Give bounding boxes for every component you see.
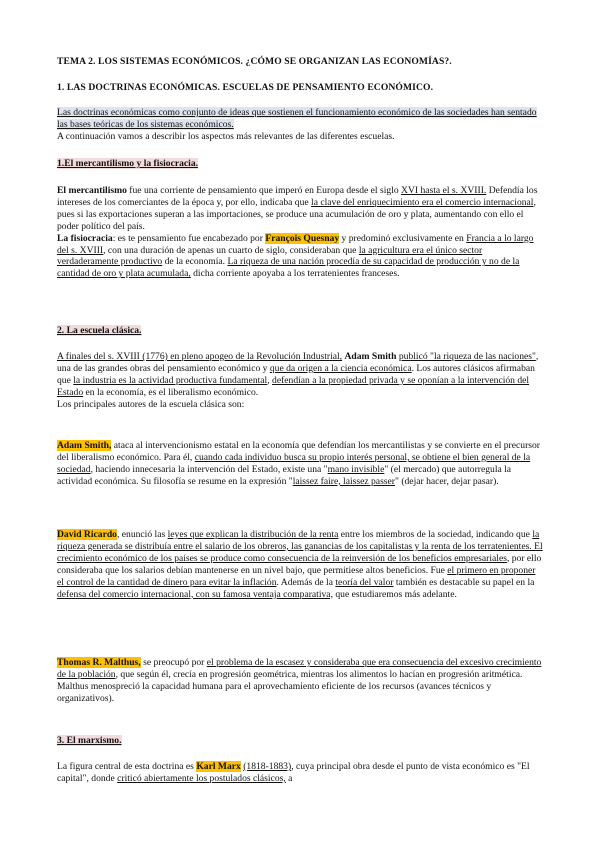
text: , que según él, crecía en progresión geométrica, mientras los alimentos lo hacían en progresión aritmética. Malthus menospreció la capacidad humana para el aprovechamiento eficiente de los recursos (avances técnicos y organizativos). [57, 668, 523, 704]
text: a [285, 772, 293, 784]
underlined-text: el primero en proponer el control de la cantidad de dinero para evitar la inflación [57, 564, 536, 588]
text: . Además de la [276, 576, 336, 588]
underlined-text: que da origen a la ciencia económica [269, 362, 412, 374]
underlined-text: Francia a lo largo del s. XVIII [57, 232, 534, 256]
text: en la economía, es el liberalismo económico. [83, 386, 259, 398]
underlined-text: La riqueza de una nación procedía de su capacidad de producción y no de la cantidad de oro y plata acumulada, [57, 256, 520, 280]
text: y predominó exclusivamente en [339, 232, 467, 244]
text: de la economía. [162, 256, 228, 268]
text: dicha corriente apoyaba a los terratenientes franceses. [190, 268, 400, 280]
text: " (dejar hacer, dejar pasar). [395, 475, 499, 487]
underlined-text: defendían a la propiedad privada y se oponían a la intervención del Estado [57, 374, 530, 398]
underlined-text: la industria es la actividad productiva fundamental [73, 374, 268, 386]
text: , [267, 374, 273, 386]
heading-escuela-clasica [57, 325, 543, 337]
text: Defendía los intereses de los comerciantes de la época y, por ello, indicaba que [57, 185, 538, 208]
text: , enunció las [116, 529, 168, 540]
text: La figura central de esta doctrina es [57, 761, 197, 772]
highlighted-name: Adam Smith, [57, 440, 112, 451]
text: " (el mercado) que autorregula la actividad económica. Su filosofía se resume en la expresión " [57, 463, 512, 487]
text: : es te pensamiento fue encabezado por [112, 232, 266, 244]
underlined-text: la riqueza generada se distribuía entre el salario de los obreros, las ganancias de los capitalistas y la renta de los terratenientes. El crecimiento económico de los países se produce como consecuencia de la reinversión de los beneficios empresariales [57, 529, 543, 564]
text: se preocupó por [140, 657, 207, 668]
text: . Los autores clásicos afirmaban que [57, 362, 535, 386]
highlighted-name: Karl Marx [196, 761, 241, 772]
heading-text: 1.El mercantilismo y la fisiocracia. [57, 158, 199, 169]
underlined-text: cuando cada individuo busca su propio interés personal, se obtiene el bien general de la sociedad [57, 451, 531, 475]
text: fue una corriente de pensamiento que imperó en Europa desde el siglo [126, 185, 402, 196]
doc-title: TEMA 2. LOS SISTEMAS ECONÓMICOS. ¿CÓMO SE ORGANIZAN LAS ECONOMÍAS?. [57, 56, 452, 67]
paragraph-malthus [57, 657, 543, 705]
highlighted-name: Thomas R. Malthus, [57, 657, 141, 668]
section-title: 1. LAS DOCTRINAS ECONÓMICAS. ESCUELAS DE PENSAMIENTO ECONÓMICO. [57, 82, 434, 93]
underlined-text: leyes que explican la distribución de la renta [167, 529, 339, 540]
underlined-text: XVI hasta el s. XVIII. [401, 185, 487, 196]
heading-text: 3. El marxismo. [57, 735, 122, 746]
text: , por ello consideraba que los salarios debían mantenerse en un nivel bajo, que permitiese altos beneficios. Fue [57, 552, 542, 576]
intro-highlighted-text: Las doctrinas económicas como conjunto de ideas que sostienen el funcionamiento económico de las sociedades han sentado las bases teóricas de los sistemas económicos. [57, 107, 537, 130]
paragraph-fisiocracia [57, 233, 543, 281]
heading-marxismo [57, 735, 543, 747]
text: que estudiaremos más adelante. [332, 588, 457, 600]
author-name: Adam Smith [344, 351, 397, 362]
underlined-text: publicó "la riqueza de las naciones" [398, 351, 536, 362]
underlined-text: defensa del comercio internacional, con su famosa ventaja comparativa, [57, 588, 333, 600]
underlined-text: A finales del s. XVIII (1776) en pleno apogeo de la Revolución Industrial, [57, 351, 343, 362]
paragraph-marxismo [57, 761, 543, 785]
underlined-text: el problema de la escasez y consideraba que era consecuencia del excesivo crecimiento de la población [57, 657, 542, 680]
underlined-text: teoría del valor [335, 576, 394, 588]
highlighted-name: François Quesnay [265, 232, 340, 244]
paragraph-escuela-clasica [57, 351, 543, 411]
authors-intro: Los principales autores de la escuela clásica son: [57, 398, 245, 410]
intro-continuation: A continuación vamos a describir los aspectos más relevantes de las diferentes escuelas. [57, 130, 395, 142]
paragraph-mercantilismo [57, 185, 543, 280]
text: , haciendo innecesaria la intervención del Estado, existe una " [90, 463, 328, 475]
underlined-text: la clave del enriquecimiento era el comercio internacional [311, 196, 534, 208]
underlined-text: la agricultura era el único sector verdaderamente productivo [57, 244, 483, 268]
text: ataca al intervencionismo estatal en la economía que defendían los mercantilistas y se convierte en el precursor del liberalismo económico. Para él, [57, 440, 540, 463]
heading-text: 2. La escuela clásica. [57, 325, 142, 336]
text: , cuya principal obra desde el punto de vista económico es "El capital", donde [57, 761, 530, 784]
highlighted-name: David Ricardo [57, 529, 117, 540]
term: La fisiocracia [57, 232, 113, 244]
paragraph-david-ricardo [57, 529, 543, 600]
paragraph-adam-smith [57, 440, 543, 488]
text: , con una duración de apenas un cuarto de siglo, consideraban que [103, 244, 359, 256]
underlined-text: (1818-1883) [243, 761, 292, 772]
text: entre los miembros de la sociedad, indicando que [338, 529, 533, 540]
heading-mercantilismo [57, 158, 543, 170]
term: El mercantilismo [57, 185, 127, 196]
underlined-text: mano invisible [327, 463, 385, 475]
intro-paragraph [57, 107, 543, 143]
text: también es destacable su papel en la [393, 576, 535, 588]
text: , una de las grandes obras del pensamiento económico y [57, 351, 539, 374]
text: , pues si las exportaciones superan a las importaciones, se produce una acumulación de oro y plata, aumentando con ello el poder político del país. [57, 196, 536, 232]
underlined-text: criticó abiertamente los postulados clásicos, [117, 772, 286, 784]
underlined-text: laissez faire, laissez passer [292, 475, 395, 487]
